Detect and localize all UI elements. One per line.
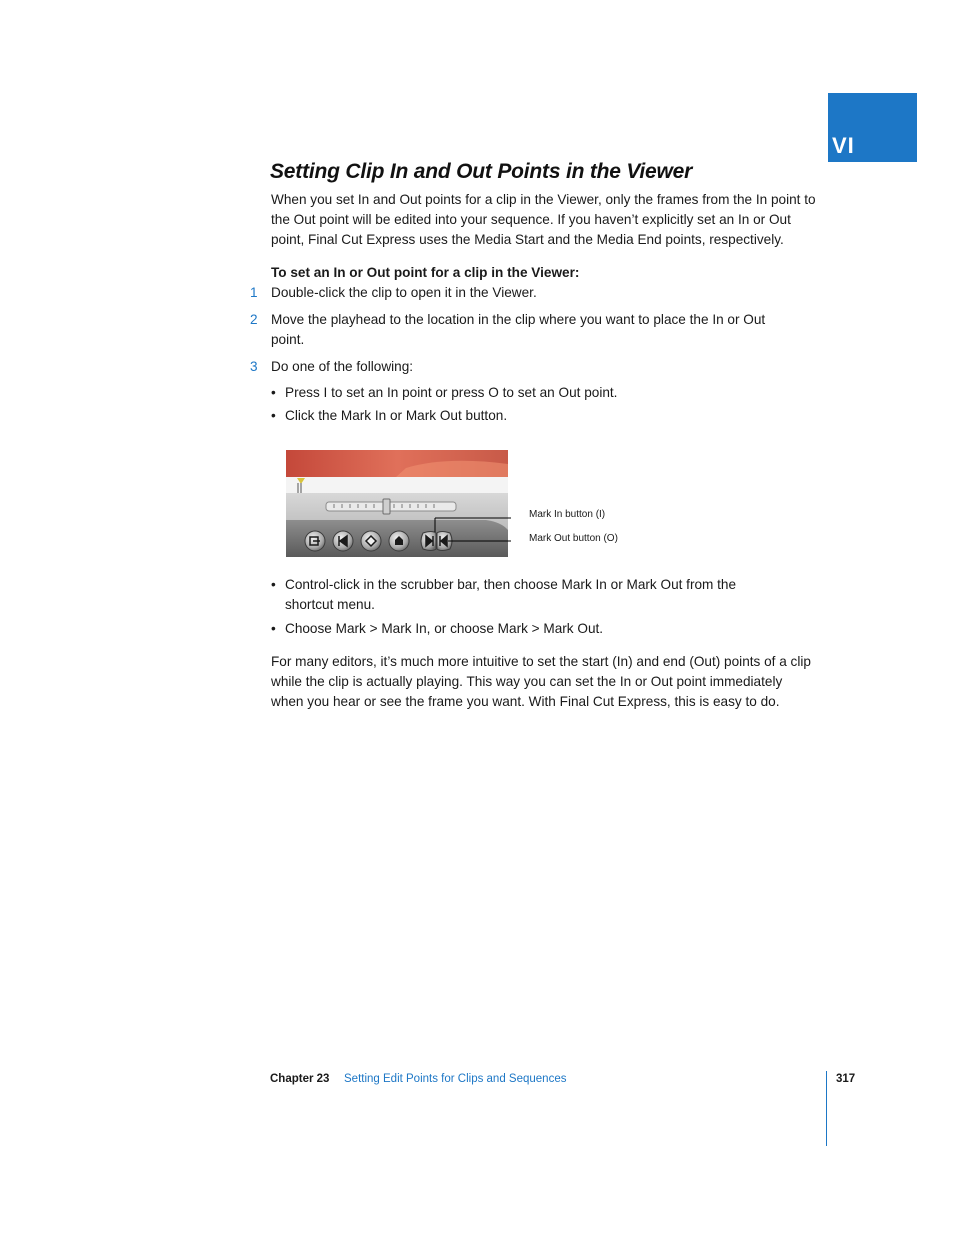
- bullet-marker: •: [271, 621, 276, 636]
- mark-out-callout: Mark Out button (O): [529, 533, 618, 544]
- bullet-marker: •: [271, 408, 276, 423]
- step-number: 2: [250, 312, 258, 327]
- part-tab-label: VI: [832, 133, 855, 158]
- footer-divider: [826, 1071, 827, 1146]
- part-tab: [828, 93, 917, 162]
- shuttle-track[interactable]: [326, 502, 456, 511]
- footer-chapter-title[interactable]: Setting Edit Points for Clips and Sequences: [344, 1073, 567, 1085]
- closing-paragraph: For many editors, it’s much more intuitive to set the start (In) and end (Out) points of a clip while the clip is actually playing. This way you can set the In or Out point immediately when you hear or see the frame you want. With Final Cut Express, this is easy to do.: [271, 654, 811, 710]
- mark-in-button[interactable]: [421, 532, 436, 551]
- mark-in-callout: Mark In button (I): [529, 509, 606, 520]
- scrubber-bar[interactable]: [286, 477, 508, 493]
- intro-paragraph: When you set In and Out points for a clip in the Viewer, only the frames from the In point to the Out point will be edited into your sequence. If you haven’t explicitly set an In or Out point, Final Cut Express uses the Media Start and the Media End points, respectively.: [271, 192, 816, 248]
- step-number: 1: [250, 285, 258, 300]
- step-text: Double-click the clip to open it in the Viewer.: [271, 285, 537, 300]
- section-title: Setting Clip In and Out Points in the Viewer: [270, 160, 693, 183]
- bullet-text: Click the Mark In or Mark Out button.: [285, 408, 508, 423]
- viewer-controls-illustration: [286, 450, 511, 557]
- step-text: Do one of the following:: [271, 359, 414, 374]
- bullet-marker: •: [271, 385, 276, 400]
- bullet-text: Control-click in the scrubber bar, then choose Mark In or Mark Out from the shortcut menu.: [285, 577, 737, 613]
- match-frame-button[interactable]: [305, 531, 325, 551]
- bullet-text: Press I to set an In point or press O to set an Out point.: [285, 385, 618, 400]
- shuttle-handle[interactable]: [383, 499, 390, 514]
- step-text: Move the playhead to the location in the clip where you want to place the In or Out point.: [271, 312, 766, 348]
- add-keyframe-button[interactable]: [389, 531, 409, 551]
- footer-chapter: Chapter 23: [270, 1073, 330, 1085]
- bullet-marker: •: [271, 577, 276, 592]
- page-number: 317: [836, 1073, 856, 1085]
- add-marker-button[interactable]: [361, 531, 381, 551]
- bullet-text: Choose Mark > Mark In, or choose Mark > Mark Out.: [285, 621, 604, 636]
- viewer-controls-figure: [286, 450, 511, 557]
- go-to-in-button[interactable]: [333, 531, 353, 551]
- step-number: 3: [250, 359, 258, 374]
- task-heading: To set an In or Out point for a clip in the Viewer:: [271, 265, 580, 280]
